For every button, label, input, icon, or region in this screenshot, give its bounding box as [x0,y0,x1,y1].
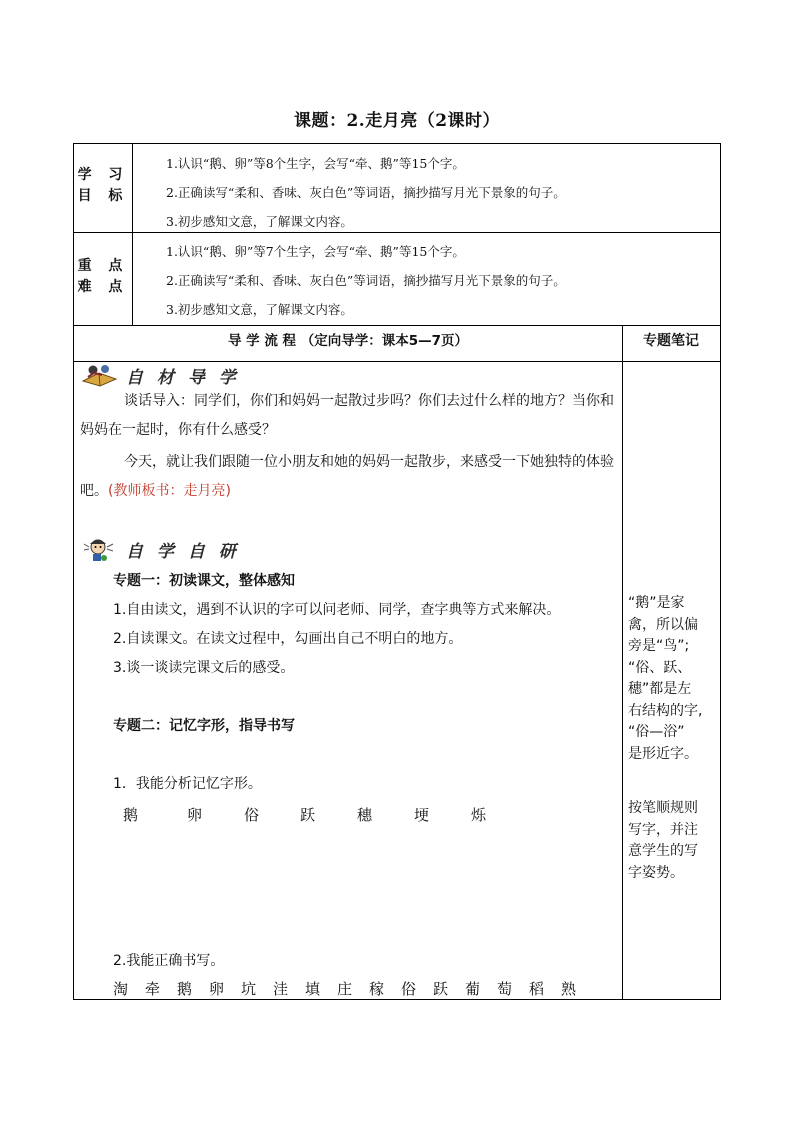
reading-child-icon [80,363,120,387]
flow-header: 导 学 流 程 （定向导学：课本5—7页） [227,333,469,349]
self-research-banner [80,536,240,562]
glyph-char: 埂 [414,806,430,824]
writing-char: 洼 [273,980,289,998]
note-writing [628,798,718,884]
key-points-label-line2: 难 点 [77,279,129,295]
task2-label: 2.我能正确书写。 [113,953,225,969]
topic1-item: 2.自读课文。在读文过程中，勾画出自己不明白的地方。 [113,631,463,647]
objectives-label-line2: 目 标 [77,188,129,204]
key-points-label [74,256,132,298]
glyph-char: 鹅 [123,806,139,824]
task1-label: 1．我能分析记忆字形。 [113,776,262,792]
glyph-char: 俗 [244,806,260,824]
writing-char: 坑 [241,980,257,998]
note-line: 字姿势。 [628,864,684,881]
key-point-item: 2.正确读写“柔和、香味、灰白色”等词语，摘抄描写月光下景象的句子。 [166,273,566,288]
objective-item: 1.认识“鹅、卵”等8个生字，会写“牵、鹅”等15个字。 [166,156,465,171]
key-point-item: 1.认识“鹅、卵”等7个生字，会写“牵、鹅”等15个字。 [166,244,465,259]
objectives-label [74,165,132,207]
note-line: 右结构的字, [628,702,703,719]
note-line: “俗—浴” [628,724,685,740]
writing-char: 鹅 [177,980,193,998]
note-line: 写字，并注 [628,821,698,838]
topic2-title: 专题二：记忆字形，指导书写 [113,718,295,734]
self-research-banner-text: 自 学 自 研 [126,541,240,562]
writing-char: 淘 [113,980,129,998]
writing-char: 熟 [561,980,577,998]
writing-char: 萄 [497,980,513,998]
blackboard-note: (教师板书：走月亮) [108,483,231,499]
self-study-banner [80,362,240,388]
cartoon-kid-icon [80,536,120,562]
writing-char: 填 [305,980,321,998]
note-line: 穗”都是左 [628,681,692,697]
objective-item: 2.正确读写“柔和、香味、灰白色”等词语，摘抄描写月光下景象的句子。 [166,185,566,200]
glyph-char: 穗 [357,806,373,824]
note-line: 按笔顺规则 [628,800,698,816]
notes-header: 专题笔记 [643,333,699,349]
today-text: 今天，就让我们跟随一位小朋友和她的妈妈一起散步，来感受一下她独特的体验吧。 [80,454,614,499]
writing-char: 跃 [433,980,449,998]
glyph-char: 卵 [187,806,203,824]
writing-char: 俗 [401,980,417,998]
glyph-char: 跃 [300,806,316,824]
note-line: “俗、跃、 [628,659,692,676]
topic1-item: 1.自由读文，遇到不认识的字可以问老师、同学，查字典等方式来解决。 [113,602,561,618]
topic1-title: 专题一：初读课文，整体感知 [113,573,295,589]
note-line: 禽，所以偏 [628,616,698,633]
note-line: 是形近字。 [628,745,698,762]
key-points-label-line1: 重 点 [77,258,129,274]
writing-char: 葡 [465,980,481,998]
row-divider [73,232,721,233]
objective-item: 3.初步感知文意，了解课文内容。 [166,214,353,229]
note-radical [628,593,718,765]
writing-char: 稻 [529,980,545,998]
page-title: 课题：2.走月亮（2课时） [293,111,501,131]
objectives-label-line1: 学 习 [77,167,129,183]
note-line: 意学生的写 [628,843,698,859]
today-paragraph [80,448,616,506]
label-column-divider [132,143,133,326]
writing-char: 牵 [145,980,161,998]
intro-text: 谈话导入：同学们，你们和妈妈一起散过步吗？你们去过什么样的地方？当你和妈妈在一起时，你有什么感受？ [80,393,614,438]
glyph-char: 烁 [471,806,487,824]
self-study-banner-text: 自 材 导 学 [126,367,240,388]
notes-column-divider [622,325,623,1000]
writing-char: 稼 [369,980,385,998]
topic1-item: 3.谈一谈读完课文后的感受。 [113,660,295,676]
note-line: 旁是“鸟”; [628,638,690,654]
key-point-item: 3.初步感知文意，了解课文内容。 [166,302,353,317]
intro-paragraph [80,387,616,445]
writing-char: 卵 [209,980,225,998]
note-line: “鹅”是家 [628,595,685,611]
writing-char: 庄 [337,980,353,998]
